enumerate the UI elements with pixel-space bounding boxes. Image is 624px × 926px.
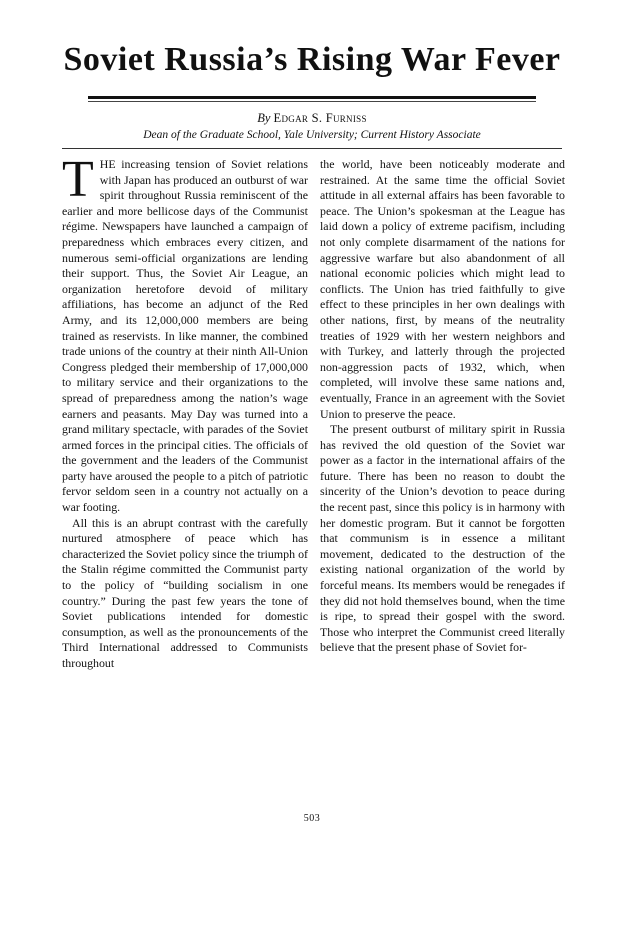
paragraph: The present outburst of military spirit in Russia has revived the old question of the Soviet war power as a factor in the international affairs of the future. There has been no reason to doubt the sincerity of the Union’s devotion to peace during the recent past, since this policy is in harmony with her domestic program. But it cannot be forgotten that communism is in essence a militant movement, dedicated to the destruction of the existing national organization of the world by forceful means. Its members would be renegades if they did not hold themselves bound, when the time is ripe, to spread their gospel with the sword. Those who interpret the Communist creed literally believe that the present phase of Soviet for-: [320, 422, 565, 655]
paragraph: All this is an abrupt contrast with the carefully nurtured atmosphere of peace which has characterized the Soviet policy since the triumph of the Stalin régime committed the Communist party to the policy of “building socialism in one country.” During the past few years the tone of Soviet publications intended for domestic consumption, as well as the pronouncements of the Third International addressed to Communists throughout: [62, 515, 308, 670]
paragraph-text: increasing tension of Soviet relations with Japan has produced an outburst of war spirit throughout Russia reminiscent of the earlier and more bellicose days of the Communist régime. Newspapers have launched a campaign of preparedness which embraces every citizen, and numerous semi-official organizations are lending their support. Thus, the Soviet Air League, an organization heretofore devoid of military affiliations, has become an adjunct of the Red Army, and its 12,000,000 members are being trained as reservists. In like manner, the combined trade unions of the country at their ninth All-Union Congress pledged their membership of 17,000,000 to military service and their organizations to the spread of preparedness among the nation’s wage earners and peasants. May Day was turned into a grand military spectacle, with parades of the Soviet armed forces in the principal cities. The officials of the government and the leaders of the Communist party have aroused the people to a pitch of patriotic fervor seldom seen in a country not actually on a war footing.: [62, 157, 308, 515]
byline: [0, 110, 624, 126]
opening-paragraph: [62, 151, 308, 516]
lead-caps: HE: [99, 157, 116, 171]
article-title: Soviet Russia’s Rising War Fever: [63, 41, 561, 78]
author-name: Edgar S. Furniss: [273, 111, 367, 125]
title-rule: [88, 96, 536, 99]
paragraph-continued: the world, have been noticeably moderate and restrained. At the same time the official Soviet attitude in all external affairs has been favorable to peace. The Union’s spokesman at the League has laid down a policy of extreme pacifism, including not only complete disarmament of the nations for aggressive warfare but also abandonment of all national economic policies which might lead to conflicts. The Union has tried faithfully to give effect to these principles in her own dealings with other nations, first, by means of the neutrality treaties of 1929 with her western neighbors and with Turkey, and latterly through the projected non-aggression pacts of 1932, which, when completed, will involve these same nations and, eventually, France in an agreement with the Soviet Union to preserve the peace.: [320, 157, 565, 421]
title-rule-thin: [88, 101, 536, 102]
byline-prefix: By: [257, 111, 271, 125]
header-rule: [62, 148, 562, 149]
drop-cap: T: [62, 151, 94, 208]
right-column: [320, 157, 565, 656]
left-column: [62, 151, 308, 672]
page-number: 503: [303, 813, 321, 824]
author-affiliation: Dean of the Graduate School, Yale University; Current History Associate: [143, 129, 481, 141]
